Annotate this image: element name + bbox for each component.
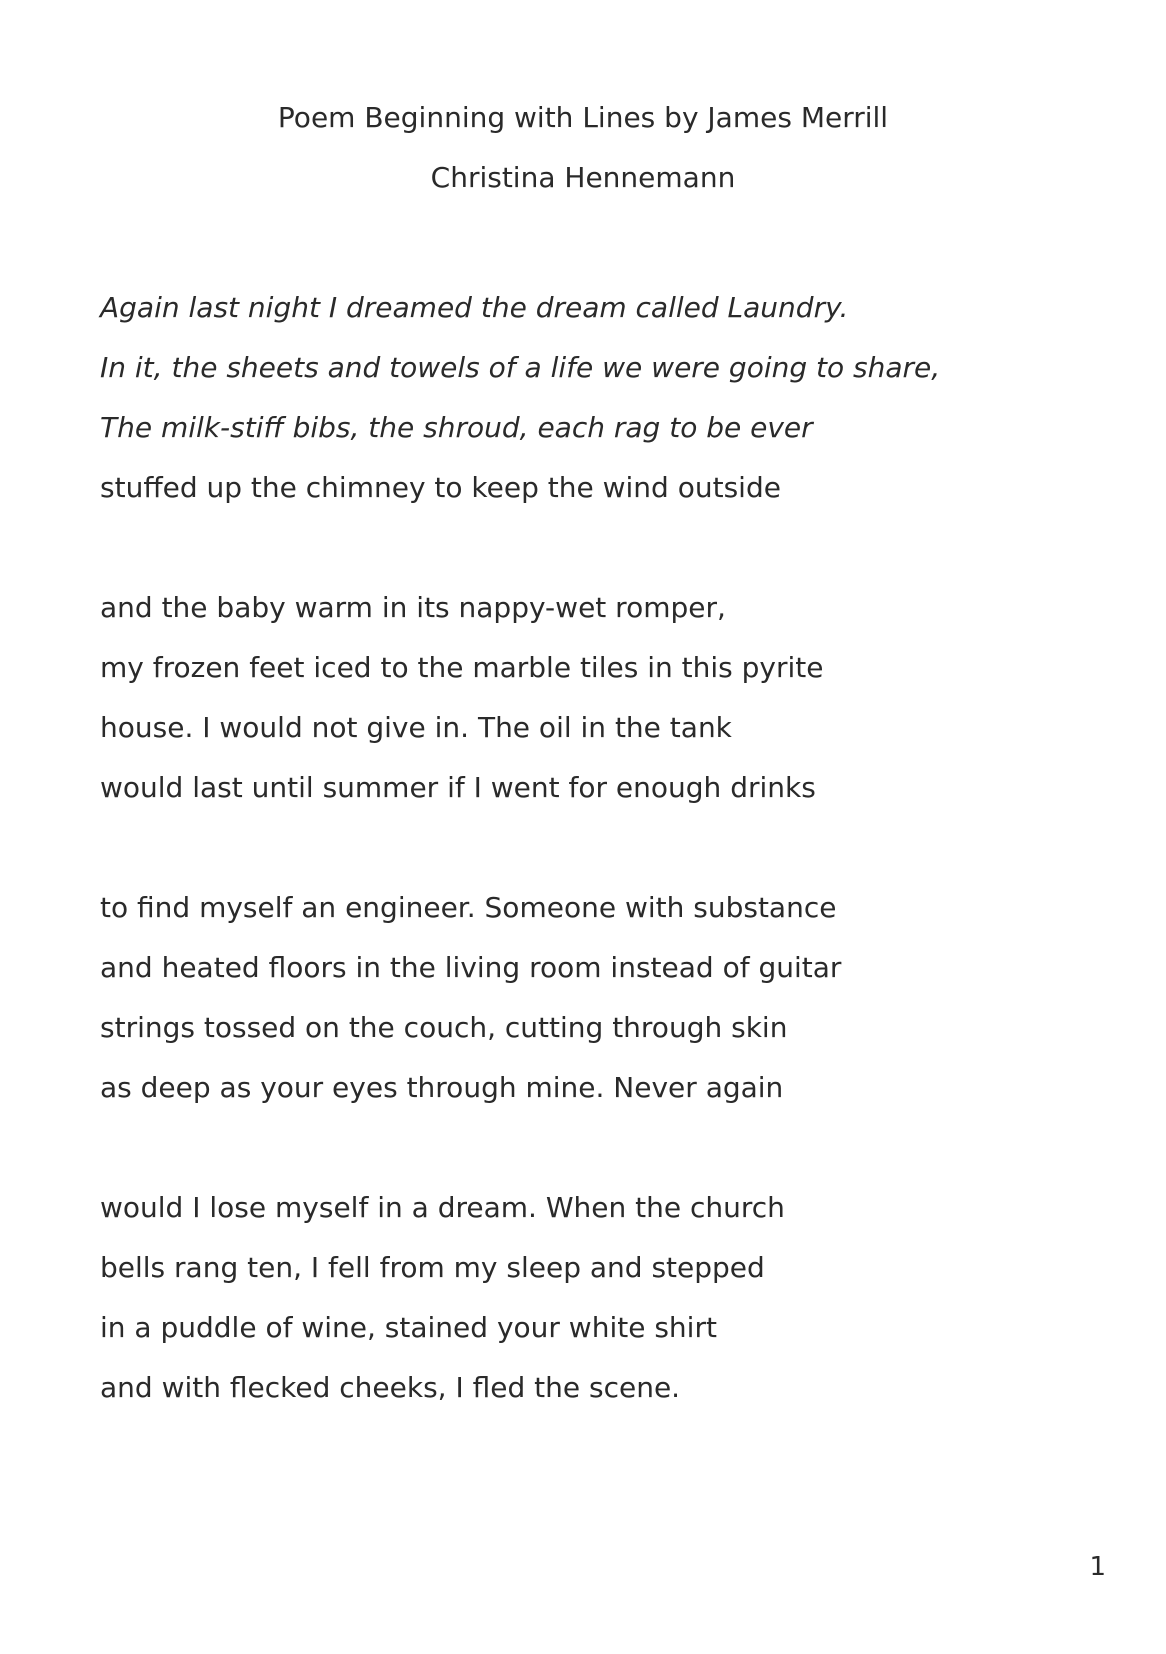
poem-line: would last until summer if I went for enough drinks [100,771,816,804]
poem-line: to find myself an engineer. Someone with substance [100,891,837,924]
poem-line: as deep as your eyes through mine. Never again [100,1071,784,1104]
poem-line: bells rang ten, I fell from my sleep and stepped [100,1251,765,1284]
poem-line: The milk-stiff bibs, the shroud, each rag to be ever [100,411,813,444]
poem-line: and heated floors in the living room instead of guitar [100,951,842,984]
poem-line: and the baby warm in its nappy-wet romper, [100,591,726,624]
stanza-2 [100,578,1100,818]
poem-body [100,278,1100,1478]
poem-line: stuffed up the chimney to keep the wind outside [100,471,781,504]
poem-line: in a puddle of wine, stained your white shirt [100,1311,717,1344]
page-number: 1 [1089,1552,1106,1582]
stanza-3 [100,878,1100,1118]
poem-line: In it, the sheets and towels of a life we were going to share, [100,351,941,384]
poem-title [0,98,1166,138]
poem-line: strings tossed on the couch, cutting through skin [100,1011,788,1044]
poem-line: Again last night I dreamed the dream called Laundry. [100,291,849,324]
stanza-1 [100,278,1100,518]
poem-line: would I lose myself in a dream. When the church [100,1191,785,1224]
poem-author: Christina Hennemann [430,161,736,194]
poem-line: and with flecked cheeks, I fled the scene. [100,1371,681,1404]
poem-line: house. I would not give in. The oil in the tank [100,711,732,744]
poem-line: my frozen feet iced to the marble tiles in this pyrite [100,651,824,684]
stanza-4 [100,1178,1100,1418]
poem-title-text: Poem Beginning with Lines by James Merrill [277,101,889,134]
